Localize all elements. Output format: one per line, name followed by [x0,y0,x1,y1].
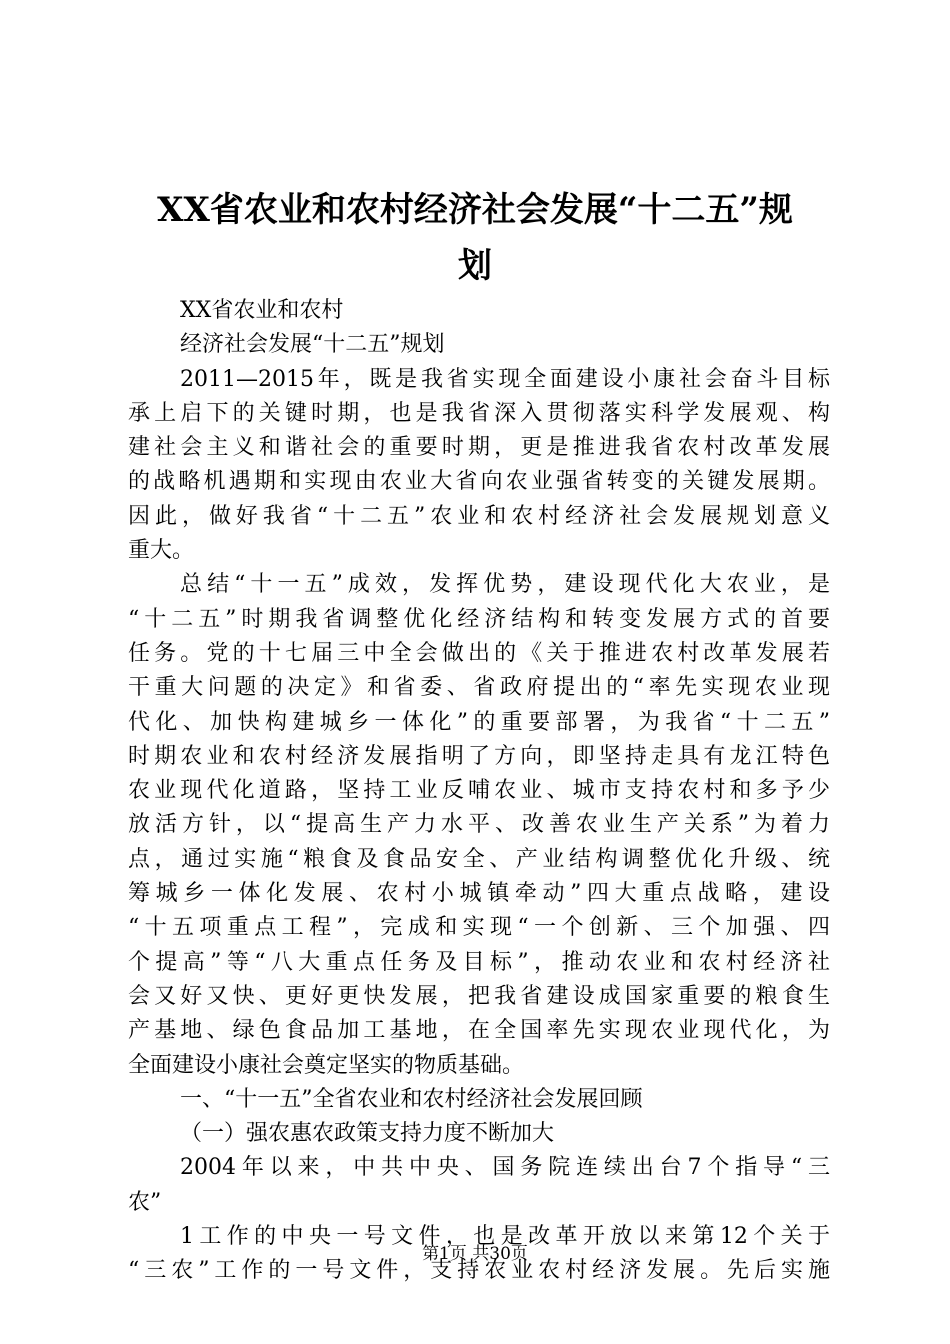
body-line: “十二五”时期我省调整优化经济结构和转变发展方式的首要 [128,606,830,632]
body-line: 一、“十一五”全省农业和农村经济社会发展回顾 [180,1086,643,1112]
body-line: 农业现代化道路，坚持工业反哺农业、城市支持农村和多予少 [128,778,830,804]
body-line: XX省农业和农村 [180,298,344,323]
body-line: 干重大问题的决定》和省委、省政府提出的“率先实现农业现 [128,675,830,701]
body-line: 全面建设小康社会奠定坚实的物质基础。 [128,1052,525,1078]
body-line: 建社会主义和谐社会的重要时期，更是推进我省农村改革发展 [128,435,830,461]
title-line-2: 划 [458,246,492,286]
document-body [128,294,830,1289]
body-line: 重大。 [128,538,195,564]
body-line: 2004年以来，中共中央、国务院连续出台7个指导“三 [180,1155,830,1181]
document-title [120,182,830,294]
body-line: “十五项重点工程”，完成和实现“一个创新、三个加强、四 [128,915,830,941]
body-line: 1工作的中央一号文件，也是改革开放以来第12个关于 [180,1224,830,1250]
body-line: 经济社会发展“十二五”规划 [180,332,445,358]
body-line: 农” [128,1189,162,1215]
body-line: 因此，做好我省“十二五”农业和农村经济社会发展规划意义 [128,503,830,529]
body-line: 筹城乡一体化发展、农村小城镇牵动”四大重点战略，建设 [128,881,830,907]
body-line: 会又好又快、更好更快发展，把我省建设成国家重要的粮食生 [128,983,830,1009]
body-line: 2011—2015年，既是我省实现全面建设小康社会奋斗目标 [180,366,830,392]
body-line: 放活方针，以“提高生产力水平、改善农业生产关系”为着力 [128,812,830,838]
body-line: 代化、加快构建城乡一体化”的重要部署，为我省“十二五” [128,709,830,735]
body-line: 时期农业和农村经济发展指明了方向，即坚持走具有龙江特色 [128,743,830,769]
body-line: 产基地、绿色食品加工基地，在全国率先实现农业现代化，为 [128,1018,830,1044]
body-line: 的战略机遇期和实现由农业大省向农业强省转变的关键发展期。 [128,469,830,495]
title-line-1: XX省农业和农村经济社会发展“十二五”规 [157,190,793,230]
body-line: “三农”工作的一号文件，支持农业农村经济发展。先后实施 [128,1258,830,1284]
body-line: 总结“十一五”成效，发挥优势，建设现代化大农业，是 [180,572,830,598]
body-line: 任务。党的十七届三中全会做出的《关于推进农村改革发展若 [128,640,830,666]
body-line: 个提高”等“八大重点任务及目标”，推动农业和农村经济社 [128,949,830,975]
body-line: 点，通过实施“粮食及食品安全、产业结构调整优化升级、统 [128,846,830,872]
page-footer: 第1页 共30页 [422,1244,528,1264]
body-line: 承上启下的关键时期，也是我省深入贯彻落实科学发展观、构 [128,400,830,426]
body-line: （一）强农惠农政策支持力度不断加大 [180,1121,555,1147]
